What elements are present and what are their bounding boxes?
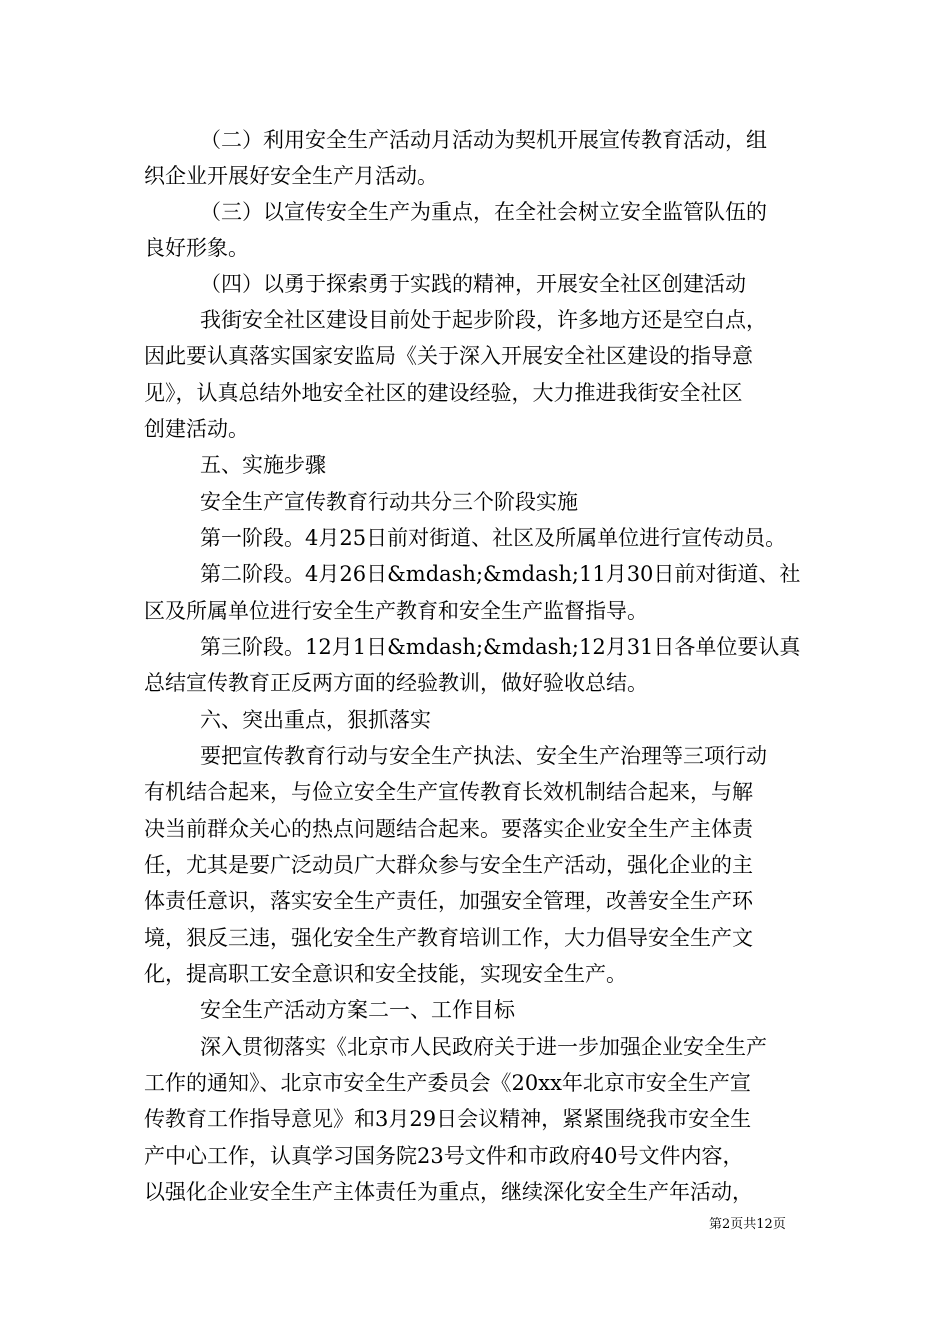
- section-heading: 六、突出重点，狠抓落实: [200, 708, 431, 732]
- text-line: 第三阶段。12月1日&mdash;&mdash;12月31日各单位要认真: [200, 635, 801, 659]
- text-line: 化，提高职工安全意识和安全技能，实现安全生产。: [144, 962, 627, 986]
- text-line: 总结宣传教育正反两方面的经验教训，做好验收总结。: [144, 671, 648, 695]
- text-line: 第二阶段。4月26日&mdash;&mdash;11月30日前对街道、社: [200, 562, 801, 586]
- text-line: 因此要认真落实国家安监局《关于深入开展安全社区建设的指导意: [144, 344, 753, 368]
- text-line: 有机结合起来，与俭立安全生产宣传教育长效机制结合起来，与解: [144, 780, 753, 804]
- text-line: 我街安全社区建设目前处于起步阶段，许多地方还是空白点，: [200, 308, 767, 332]
- text-line: 良好形象。: [144, 236, 249, 260]
- page-number: 第2页共12页: [709, 1217, 786, 1232]
- text-line: 区及所属单位进行安全生产教育和安全生产监督指导。: [144, 599, 648, 623]
- text-line: 创建活动。: [144, 417, 249, 441]
- section-heading: 安全生产活动方案二一、工作目标: [200, 998, 515, 1022]
- text-line: 传教育工作指导意见》和3月29日会议精神，紧紧围绕我市安全生: [144, 1107, 752, 1131]
- text-line: （四）以勇于探索勇于实践的精神，开展安全社区创建活动: [200, 272, 746, 296]
- text-line: 要把宣传教育行动与安全生产执法、安全生产治理等三项行动: [200, 744, 767, 768]
- text-line: 体责任意识，落实安全生产责任，加强安全管理，改善安全生产环: [144, 889, 753, 913]
- text-line: 织企业开展好安全生产月活动。: [144, 164, 438, 188]
- text-line: 工作的通知》、北京市安全生产委员会《20xx年北京市安全生产宣: [144, 1071, 751, 1095]
- text-line: 决当前群众关心的热点问题结合起来。要落实企业安全生产主体责: [144, 817, 753, 841]
- text-line: 以强化企业安全生产主体责任为重点，继续深化安全生产年活动，: [144, 1180, 753, 1204]
- text-line: （三）以宣传安全生产为重点，在全社会树立安全监管队伍的: [200, 200, 767, 224]
- text-line: 深入贯彻落实《北京市人民政府关于进一步加强企业安全生产: [200, 1035, 767, 1059]
- text-line: 第一阶段。4月25日前对街道、社区及所属单位进行宣传动员。: [200, 526, 787, 550]
- text-line: 境，狠反三违，强化安全生产教育培训工作，大力倡导安全生产文: [144, 926, 753, 950]
- text-line: 见》，认真总结外地安全社区的建设经验，大力推进我街安全社区: [144, 381, 743, 405]
- text-line: 任，尤其是要广泛动员广大群众参与安全生产活动，强化企业的主: [144, 853, 753, 877]
- text-line: （二）利用安全生产活动月活动为契机开展宣传教育活动，组: [200, 128, 767, 152]
- text-line: 产中心工作，认真学习国务院23号文件和市政府40号文件内容，: [144, 1144, 744, 1168]
- section-heading: 五、实施步骤: [200, 453, 326, 477]
- text-line: 安全生产宣传教育行动共分三个阶段实施: [200, 490, 578, 514]
